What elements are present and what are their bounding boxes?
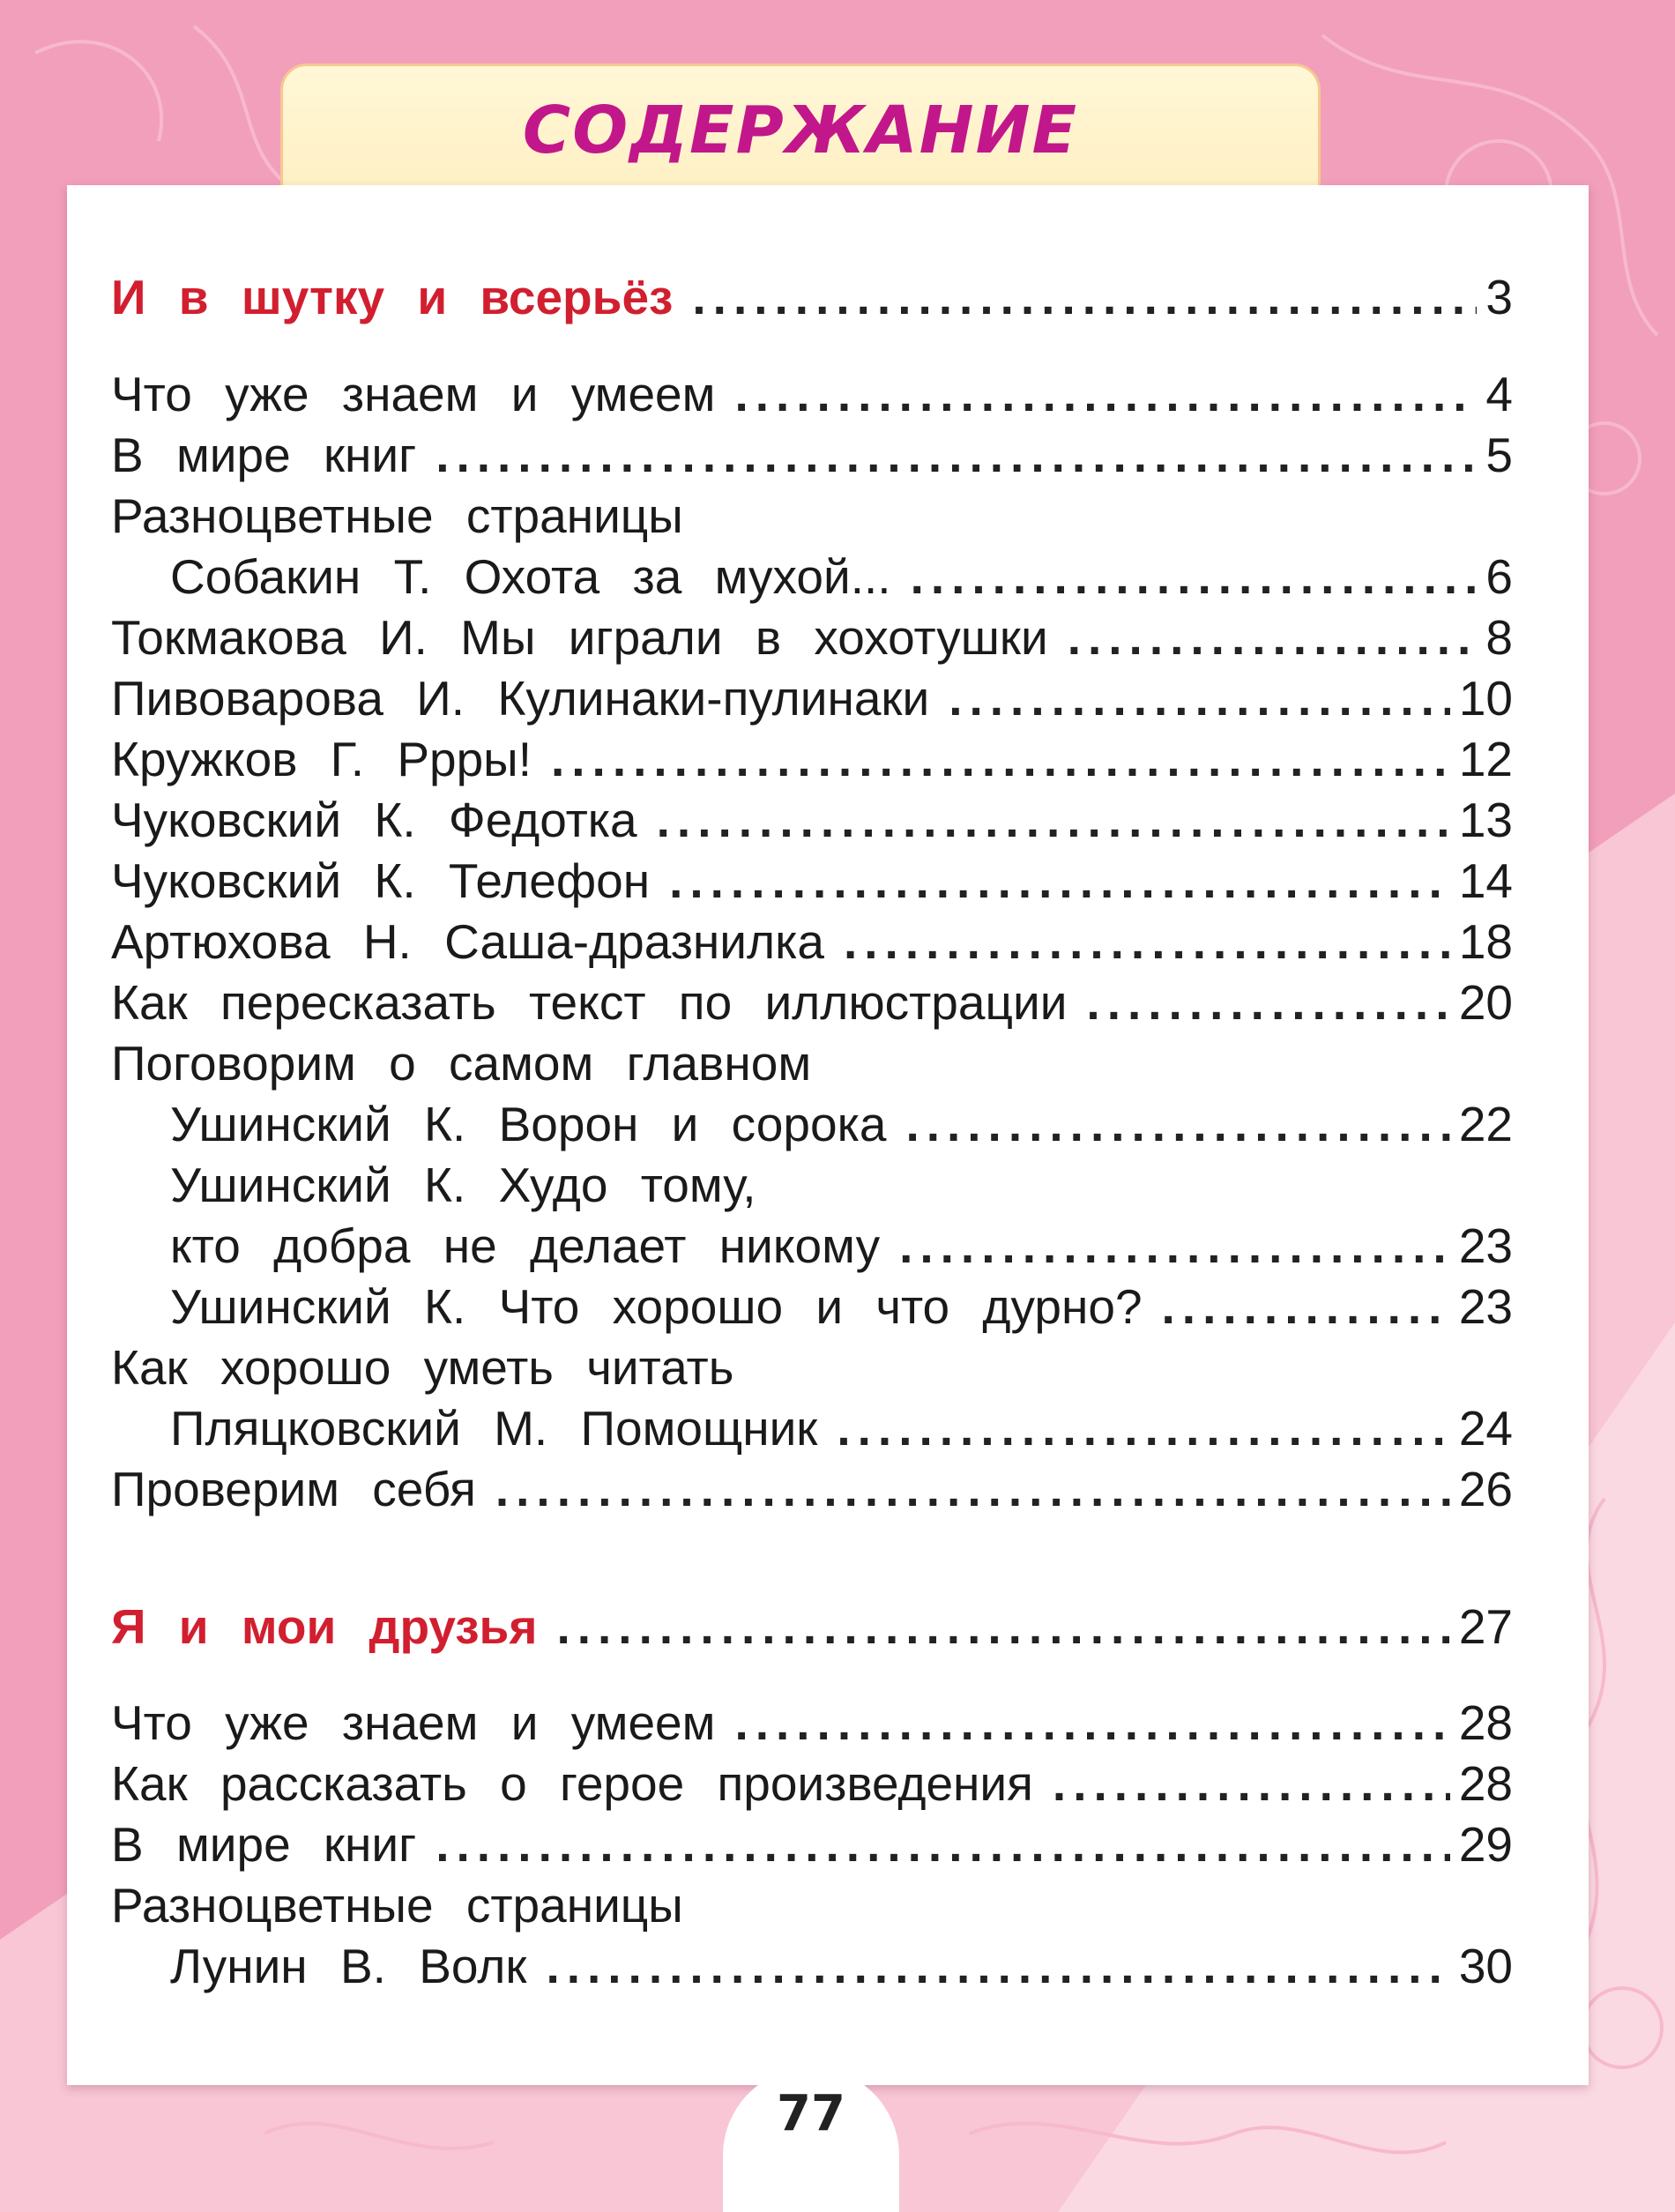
toc-entry-title: Разноцветные страницы xyxy=(111,1878,683,1933)
toc-entry-title: Что уже знаем и умеем xyxy=(111,367,716,421)
dot-leader xyxy=(949,674,1450,723)
toc-entry-title: Лунин В. Волк xyxy=(170,1939,527,1993)
toc-entry-title: В мире книг xyxy=(111,428,417,482)
toc-entry-page-number: 23 xyxy=(1458,1279,1513,1334)
toc-entry-page-number: 6 xyxy=(1485,549,1513,604)
toc-entry-page-number: 22 xyxy=(1458,1097,1513,1151)
toc-entry-title: Пляцковский М. Помощник xyxy=(170,1401,818,1456)
dot-leader xyxy=(911,553,1478,601)
toc-entry-page-number: 27 xyxy=(1458,1599,1513,1654)
toc-entry-page-number: 28 xyxy=(1458,1695,1513,1750)
toc-entry xyxy=(111,488,1513,543)
toc-entry xyxy=(111,1036,1513,1091)
dot-leader xyxy=(905,1100,1449,1149)
dot-leader xyxy=(1086,979,1449,1027)
dot-leader xyxy=(734,1699,1449,1747)
toc-entry-title: Ушинский К. Ворон и сорока xyxy=(170,1097,887,1151)
toc-entry xyxy=(111,793,1513,847)
toc-entry xyxy=(111,1462,1513,1516)
toc-entry xyxy=(111,1695,1513,1750)
dot-leader xyxy=(1068,614,1478,662)
toc-entry-page-number: 18 xyxy=(1458,914,1513,969)
toc-entry-title: И в шутку и всерьёз xyxy=(111,270,674,324)
toc-entry xyxy=(170,1097,1513,1151)
toc-entry-page-number: 13 xyxy=(1458,793,1513,847)
toc-entry xyxy=(170,549,1513,604)
page-number: 77 xyxy=(777,2085,845,2142)
dot-leader xyxy=(692,273,1477,322)
dot-leader xyxy=(844,918,1450,966)
page-number-badge xyxy=(723,2067,899,2212)
toc-entry xyxy=(111,853,1513,908)
toc-entry xyxy=(111,367,1513,421)
toc-entry-title: Ушинский К. Худо тому, xyxy=(170,1158,756,1212)
toc-entry-page-number: 8 xyxy=(1485,610,1513,665)
toc-entry xyxy=(111,1878,1513,1933)
dot-leader xyxy=(436,431,1477,480)
toc-entry-page-number: 3 xyxy=(1485,270,1513,324)
page-title: СОДЕРЖАНИЕ xyxy=(522,93,1079,168)
toc-entry xyxy=(170,1939,1513,1993)
toc-entry xyxy=(111,610,1513,665)
toc-section-heading xyxy=(111,1599,1513,1654)
toc-entry xyxy=(170,1279,1513,1334)
toc-entry-title: Артюхова Н. Саша-дразнилка xyxy=(111,914,824,969)
toc-entry xyxy=(111,671,1513,726)
toc-entry-title: Чуковский К. Телефон xyxy=(111,853,651,908)
toc-entry-page-number: 10 xyxy=(1458,671,1513,726)
toc-entry-page-number: 23 xyxy=(1458,1218,1513,1273)
dot-leader xyxy=(436,1821,1450,1869)
toc-entry-title: Как пересказать текст по иллюстрации xyxy=(111,975,1068,1030)
dot-leader xyxy=(657,796,1450,845)
toc-entry xyxy=(111,1756,1513,1811)
dot-leader xyxy=(669,857,1450,905)
dot-leader xyxy=(1162,1283,1450,1331)
toc-entry-title: Токмакова И. Мы играли в хохотушки xyxy=(111,610,1048,665)
toc-entry xyxy=(111,1340,1513,1395)
dot-leader xyxy=(734,370,1477,419)
toc-entry-page-number: 20 xyxy=(1458,975,1513,1030)
toc-entry xyxy=(111,975,1513,1030)
dot-leader xyxy=(546,1942,1449,1991)
toc-entry xyxy=(111,428,1513,482)
toc-entry xyxy=(170,1401,1513,1456)
dot-leader xyxy=(1053,1760,1450,1808)
toc-section-heading xyxy=(111,270,1513,324)
toc-entry-title: Ушинский К. Что хорошо и что дурно? xyxy=(170,1279,1143,1334)
toc-card xyxy=(67,185,1589,2085)
dot-leader xyxy=(556,1603,1449,1651)
toc-entry-title: Поговорим о самом главном xyxy=(111,1036,812,1091)
toc-entry-title: Разноцветные страницы xyxy=(111,488,683,543)
toc-entry xyxy=(111,914,1513,969)
toc-entry-page-number: 14 xyxy=(1458,853,1513,908)
toc-entry-page-number: 24 xyxy=(1458,1401,1513,1456)
toc-entry-title: Как рассказать о герое произведения xyxy=(111,1756,1033,1811)
toc-entry-title: Что уже знаем и умеем xyxy=(111,1695,716,1750)
toc-entry xyxy=(111,1817,1513,1872)
dot-leader xyxy=(551,735,1450,784)
toc-entry-page-number: 5 xyxy=(1485,428,1513,482)
dot-leader xyxy=(837,1404,1449,1453)
toc-entry-page-number: 29 xyxy=(1458,1817,1513,1872)
dot-leader xyxy=(495,1465,1450,1514)
toc-entry-title: кто добра не делает никому xyxy=(170,1218,881,1273)
table-of-contents xyxy=(67,185,1589,2085)
toc-entry-title: Как хорошо уметь читать xyxy=(111,1340,734,1395)
toc-entry-page-number: 26 xyxy=(1458,1462,1513,1516)
toc-entry-title: Кружков Г. Ррры! xyxy=(111,732,532,786)
dot-leader xyxy=(899,1222,1450,1270)
toc-entry-title: Пивоварова И. Кулинаки-пулинаки xyxy=(111,671,930,726)
toc-entry-title: Я и мои друзья xyxy=(111,1599,538,1654)
toc-entry xyxy=(111,732,1513,786)
toc-entry-page-number: 28 xyxy=(1458,1756,1513,1811)
toc-entry-title: Проверим себя xyxy=(111,1462,476,1516)
toc-entry-page-number: 12 xyxy=(1458,732,1513,786)
toc-entry-title: В мире книг xyxy=(111,1817,417,1872)
toc-entry xyxy=(170,1218,1513,1273)
toc-entry-title: Чуковский К. Федотка xyxy=(111,793,637,847)
toc-entry-title: Собакин Т. Охота за мухой... xyxy=(170,549,891,604)
toc-entry xyxy=(170,1158,1513,1212)
toc-entry-page-number: 30 xyxy=(1458,1939,1513,1993)
toc-entry-page-number: 4 xyxy=(1485,367,1513,421)
